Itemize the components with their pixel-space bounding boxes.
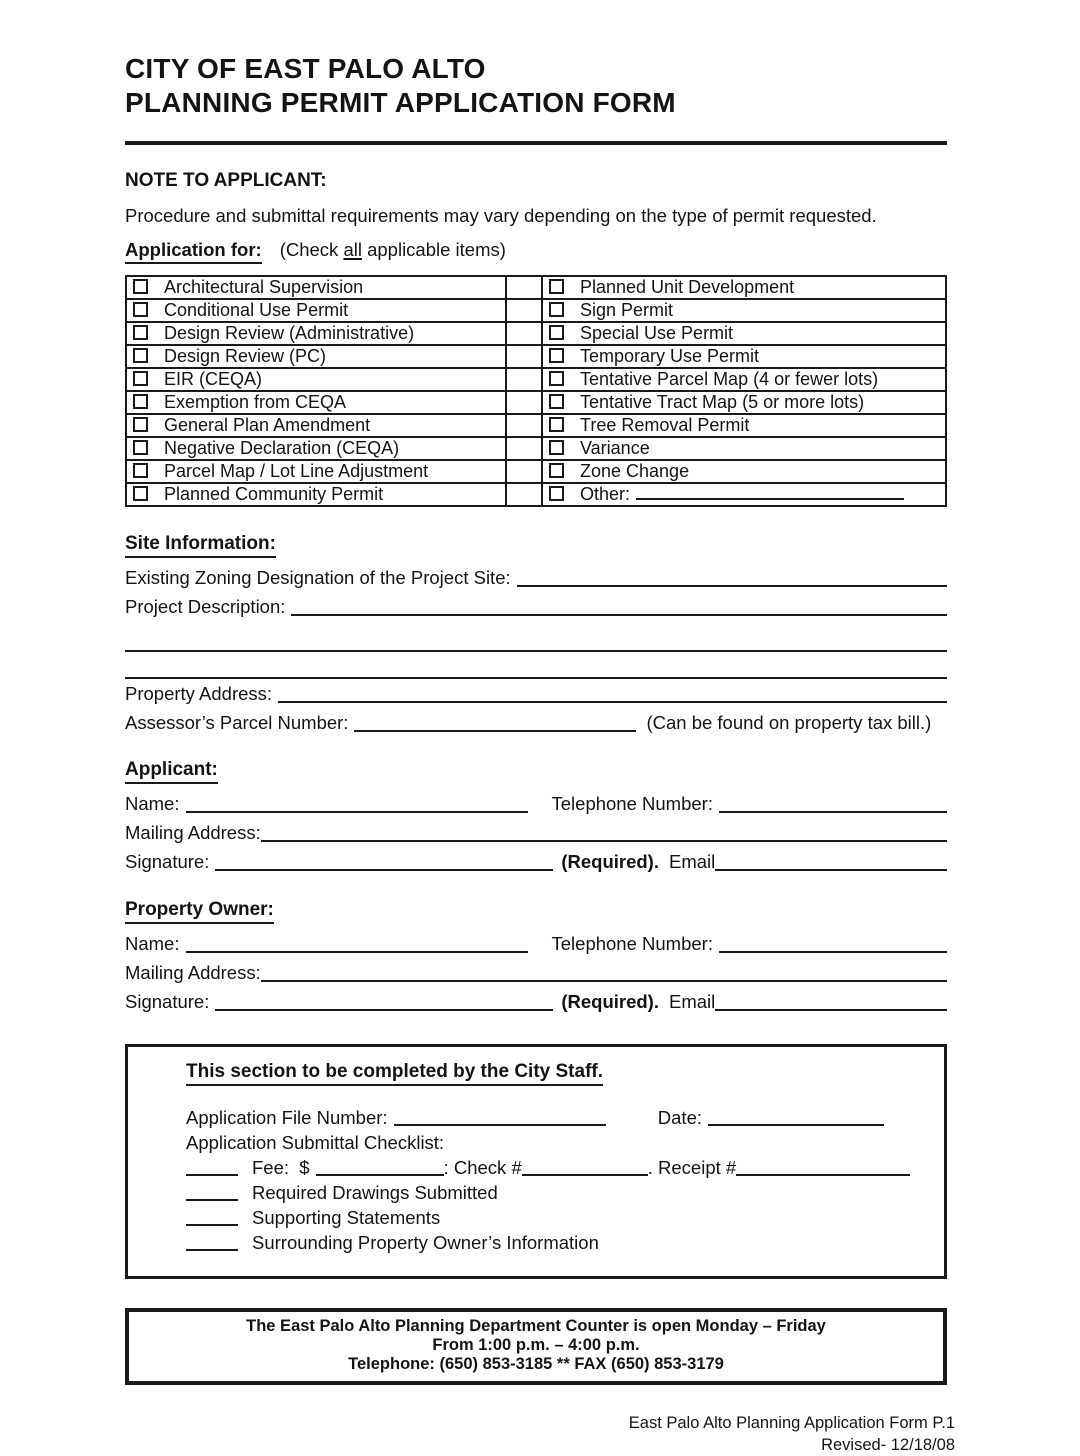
checklist-blank[interactable] — [186, 1224, 238, 1226]
zoning-input-line[interactable] — [517, 585, 947, 587]
permit-option-label: Parcel Map / Lot Line Adjustment — [164, 461, 429, 481]
permit-option-label: Planned Community Permit — [164, 484, 384, 504]
permit-option-cell — [542, 322, 946, 345]
permit-option-cell — [126, 391, 506, 414]
receipt-number-line[interactable] — [736, 1174, 910, 1176]
table-row — [126, 299, 946, 322]
header-divider — [125, 141, 947, 145]
permit-option-cell — [126, 368, 506, 391]
table-row — [126, 368, 946, 391]
date-line[interactable] — [708, 1124, 884, 1126]
signature-label: Signature: — [125, 991, 210, 1012]
telephone-label: Telephone Number: — [551, 793, 713, 814]
checklist-item-row — [128, 1206, 914, 1229]
project-description-line-3[interactable] — [125, 677, 947, 679]
checkbox[interactable] — [133, 279, 148, 294]
checkbox[interactable] — [549, 440, 564, 455]
fee-row — [128, 1156, 914, 1179]
form-id-note: East Palo Alto Planning Application Form P.1 — [628, 1414, 955, 1432]
permit-option-label: Planned Unit Development — [580, 277, 795, 297]
page-title-line2: PLANNING PERMIT APPLICATION FORM — [125, 87, 676, 118]
table-row — [126, 460, 946, 483]
required-label: (Required). — [561, 991, 659, 1012]
application-for-row — [125, 239, 947, 264]
signature-label: Signature: — [125, 851, 210, 872]
notice-line2: From 1:00 p.m. – 4:00 p.m. — [432, 1336, 640, 1354]
checkbox[interactable] — [549, 348, 564, 363]
permit-option-cell — [542, 299, 946, 322]
table-spacer-cell — [506, 483, 542, 506]
email-label: Email — [668, 991, 716, 1012]
permit-option-label: Tentative Tract Map (5 or more lots) — [580, 392, 865, 412]
checklist-item-label: Surrounding Property Owner’s Information — [252, 1232, 599, 1253]
owner-name-line[interactable] — [186, 951, 528, 953]
fee-checkmark-blank[interactable] — [186, 1174, 238, 1176]
permit-option-label: Tree Removal Permit — [580, 415, 750, 435]
revised-date-note: Revised- 12/18/08 — [821, 1436, 955, 1454]
table-spacer-cell — [506, 391, 542, 414]
permit-option-cell — [126, 345, 506, 368]
notice-line3: Telephone: (650) 853-3185 ** FAX (650) 853-3179 — [348, 1355, 724, 1373]
property-address-row — [125, 682, 947, 706]
mailing-address-label: Mailing Address: — [125, 822, 261, 843]
checkbox[interactable] — [133, 394, 148, 409]
application-for-hint — [280, 239, 506, 261]
permit-option-cell — [542, 368, 946, 391]
note-to-applicant-heading: NOTE TO APPLICANT: — [125, 170, 327, 191]
applicant-name-line[interactable] — [186, 811, 528, 813]
mailing-address-label: Mailing Address: — [125, 962, 261, 983]
applicant-signature-row — [125, 850, 947, 874]
checklist-blank[interactable] — [186, 1249, 238, 1251]
applicant-mailing-line[interactable] — [261, 840, 947, 842]
checklist-item-label: Supporting Statements — [252, 1207, 441, 1228]
permit-option-label: Tentative Parcel Map (4 or fewer lots) — [580, 369, 879, 389]
checkbox[interactable] — [133, 440, 148, 455]
project-description-row — [125, 595, 947, 619]
owner-telephone-line[interactable] — [719, 951, 947, 953]
page-title — [125, 52, 947, 120]
checkbox[interactable] — [133, 325, 148, 340]
project-description-line-1[interactable] — [291, 614, 947, 616]
table-spacer-cell — [506, 322, 542, 345]
table-spacer-cell — [506, 299, 542, 322]
checkbox[interactable] — [549, 371, 564, 386]
permit-option-label: Special Use Permit — [580, 323, 734, 343]
table-row — [126, 391, 946, 414]
permit-option-cell — [542, 437, 946, 460]
permit-option-cell — [542, 345, 946, 368]
permit-option-label: Sign Permit — [580, 300, 674, 320]
permit-option-label: Temporary Use Permit — [580, 346, 760, 366]
site-information-heading: Site Information: — [125, 533, 276, 558]
checkbox[interactable] — [549, 302, 564, 317]
permit-option-label: EIR (CEQA) — [164, 369, 263, 389]
permit-option-cell — [126, 483, 506, 506]
table-row — [126, 322, 946, 345]
permit-options-table — [125, 275, 947, 507]
table-row — [126, 483, 946, 506]
table-spacer-cell — [506, 414, 542, 437]
planning-department-notice — [125, 1308, 947, 1385]
property-address-line[interactable] — [278, 701, 947, 703]
city-staff-heading: This section to be completed by the City Staff. — [186, 1061, 603, 1086]
checkbox[interactable] — [549, 417, 564, 432]
name-label: Name: — [125, 793, 180, 814]
other-input-line[interactable] — [636, 484, 904, 500]
checklist-heading-row — [128, 1131, 914, 1154]
owner-email-line[interactable] — [715, 1009, 947, 1011]
checkbox[interactable] — [133, 417, 148, 432]
owner-signature-row — [125, 990, 947, 1014]
permit-option-cell — [542, 391, 946, 414]
permit-option-cell — [126, 299, 506, 322]
permit-option-label: General Plan Amendment — [164, 415, 371, 435]
permit-option-cell — [126, 460, 506, 483]
file-number-row — [128, 1106, 914, 1129]
project-description-line-2[interactable] — [125, 650, 947, 652]
checkbox[interactable] — [133, 486, 148, 501]
checklist-blank[interactable] — [186, 1199, 238, 1201]
checkbox[interactable] — [549, 463, 564, 478]
zoning-label: Existing Zoning Designation of the Project Site: — [125, 567, 511, 588]
permit-option-cell — [126, 414, 506, 437]
table-row — [126, 276, 946, 299]
permit-option-cell — [542, 460, 946, 483]
property-owner-heading: Property Owner: — [125, 899, 274, 924]
applicant-name-row — [125, 792, 947, 816]
name-label: Name: — [125, 933, 180, 954]
project-description-label: Project Description: — [125, 596, 286, 617]
permit-option-label: Architectural Supervision — [164, 277, 364, 297]
hint-all: all — [343, 239, 362, 260]
hint-pre: (Check — [279, 239, 344, 260]
applicant-email-line[interactable] — [715, 869, 947, 871]
applicant-telephone-line[interactable] — [719, 811, 947, 813]
application-for-label: Application for: — [125, 239, 262, 264]
table-spacer-cell — [506, 368, 542, 391]
checkbox[interactable] — [133, 463, 148, 478]
fee-label: Fee: $ — [252, 1157, 310, 1178]
date-label: Date: — [657, 1107, 702, 1128]
page-title-line1: CITY OF EAST PALO ALTO — [125, 53, 486, 84]
checkbox[interactable] — [549, 394, 564, 409]
file-number-line[interactable] — [394, 1124, 606, 1126]
checkbox[interactable] — [133, 348, 148, 363]
checkbox[interactable] — [549, 279, 564, 294]
owner-mailing-line[interactable] — [261, 980, 947, 982]
hint-post: applicable items) — [361, 239, 506, 260]
permit-option-cell — [126, 322, 506, 345]
notice-line1: The East Palo Alto Planning Department Counter is open Monday – Friday — [246, 1317, 826, 1335]
permit-option-label: Exemption from CEQA — [164, 392, 347, 412]
applicant-mailing-row — [125, 821, 947, 845]
permit-option-label: Negative Declaration (CEQA) — [164, 438, 400, 458]
applicant-heading: Applicant: — [125, 759, 218, 784]
note-body: Procedure and submittal requirements may vary depending on the type of permit requested. — [125, 205, 877, 226]
checklist-heading: Application Submittal Checklist: — [186, 1132, 445, 1153]
permit-option-cell — [542, 276, 946, 299]
apn-input-line[interactable] — [354, 730, 636, 732]
permit-option-label: Design Review (PC) — [164, 346, 327, 366]
permit-option-label: Zone Change — [580, 461, 690, 481]
apn-label: Assessor’s Parcel Number: — [125, 712, 349, 733]
checklist-item-row — [128, 1231, 914, 1254]
permit-option-cell — [126, 276, 506, 299]
telephone-label: Telephone Number: — [551, 933, 713, 954]
fee-amount-line[interactable] — [316, 1174, 444, 1176]
required-label: (Required). — [561, 851, 659, 872]
file-number-label: Application File Number: — [186, 1107, 388, 1128]
page-footer — [125, 1412, 955, 1456]
property-address-label: Property Address: — [125, 683, 273, 704]
checklist-item-row — [128, 1181, 914, 1204]
owner-signature-line[interactable] — [215, 1009, 553, 1011]
table-spacer-cell — [506, 437, 542, 460]
city-staff-section — [125, 1044, 947, 1279]
email-label: Email — [668, 851, 716, 872]
zoning-row — [125, 566, 947, 590]
table-row — [126, 345, 946, 368]
table-spacer-cell — [506, 345, 542, 368]
table-row — [126, 437, 946, 460]
apn-row — [125, 711, 947, 735]
check-number-label: : Check # — [443, 1157, 522, 1178]
applicant-signature-line[interactable] — [215, 869, 553, 871]
owner-name-row — [125, 932, 947, 956]
apn-note: (Can be found on property tax bill.) — [646, 712, 932, 733]
permit-option-label: Other: — [580, 484, 631, 504]
permit-option-label: Conditional Use Permit — [164, 300, 349, 320]
check-number-line[interactable] — [522, 1174, 648, 1176]
table-spacer-cell — [506, 460, 542, 483]
checkbox[interactable] — [549, 486, 564, 501]
permit-option-cell — [126, 437, 506, 460]
checkbox[interactable] — [549, 325, 564, 340]
permit-option-label: Variance — [580, 438, 650, 458]
table-spacer-cell — [506, 276, 542, 299]
checkbox[interactable] — [133, 371, 148, 386]
permit-option-label: Design Review (Administrative) — [164, 323, 415, 343]
checklist-item-label: Required Drawings Submitted — [252, 1182, 498, 1203]
permit-option-cell — [542, 483, 946, 506]
table-row — [126, 414, 946, 437]
checkbox[interactable] — [133, 302, 148, 317]
permit-option-cell — [542, 414, 946, 437]
receipt-number-label: . Receipt # — [647, 1157, 737, 1178]
owner-mailing-row — [125, 961, 947, 985]
